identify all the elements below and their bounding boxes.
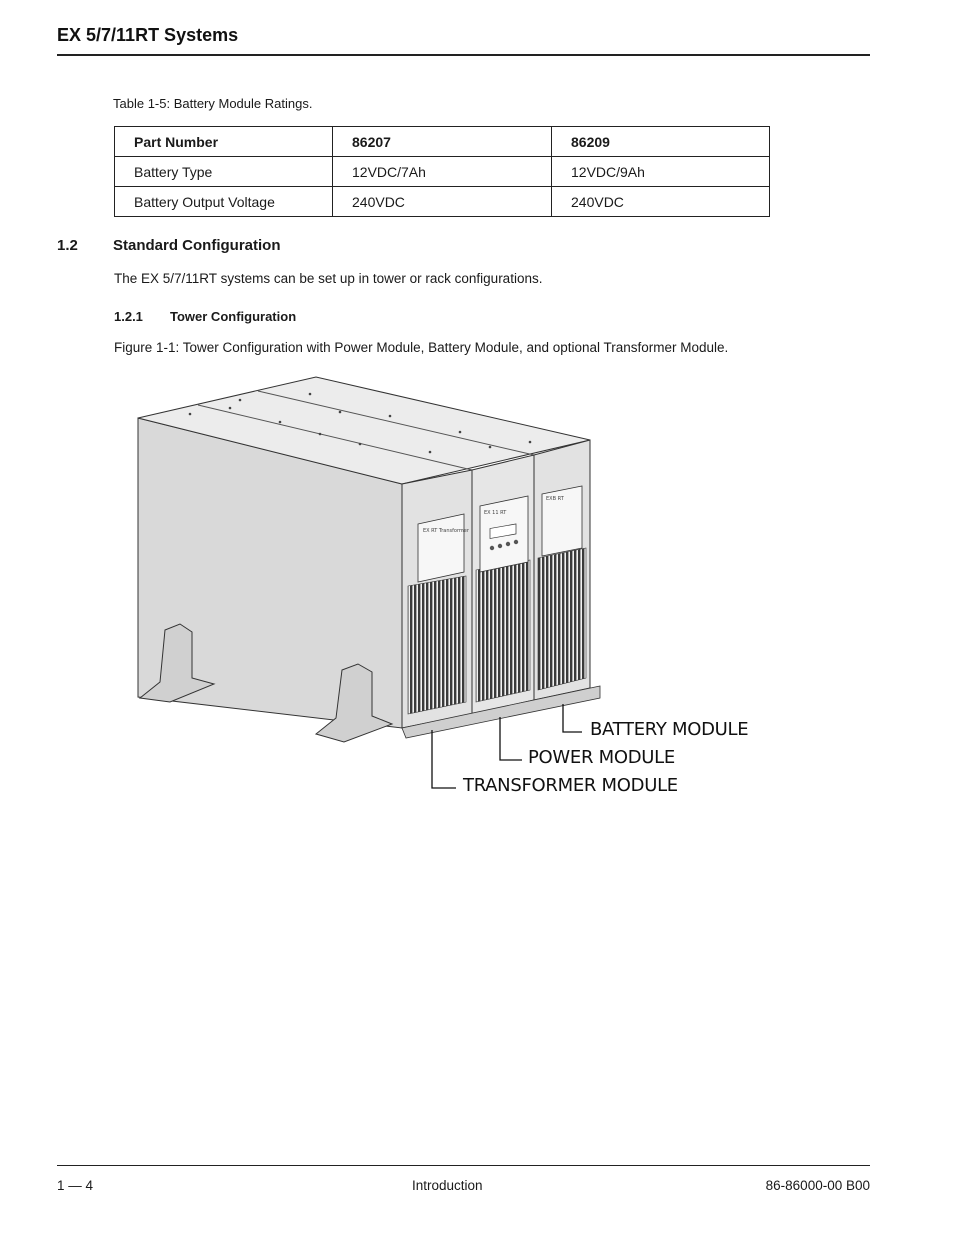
table-cell: Part Number (115, 127, 333, 157)
battery-panel-text: EXB RT (546, 496, 564, 502)
section-body-text: The EX 5/7/11RT systems can be set up in tower or rack configurations. (114, 271, 543, 286)
transformer-module-label: TRANSFORMER MODULE (463, 775, 678, 796)
chapter-name: Introduction (412, 1178, 483, 1193)
battery-ratings-table (114, 126, 770, 217)
section-title: Standard Configuration (113, 237, 281, 254)
table-caption: Table 1-5: Battery Module Ratings. (113, 96, 313, 111)
battery-module-label: BATTERY MODULE (590, 719, 749, 740)
table-cell: Battery Type (115, 157, 333, 187)
table-cell: 12VDC/9Ah (552, 157, 770, 187)
power-panel-text: EX 11 RT (484, 510, 507, 516)
table-cell: Battery Output Voltage (115, 187, 333, 217)
table-cell: 86207 (333, 127, 552, 157)
table-cell: 86209 (552, 127, 770, 157)
document-number: 86-86000-00 B00 (765, 1178, 870, 1193)
table-header-row (115, 127, 770, 157)
subsection-number: 1.2.1 (114, 309, 143, 324)
table-row (115, 187, 770, 217)
header-divider (57, 54, 870, 56)
battery-leader-line (563, 704, 582, 732)
footer-divider (57, 1165, 870, 1166)
table-cell: 240VDC (333, 187, 552, 217)
power-module-label: POWER MODULE (528, 747, 675, 768)
page-number: 1 — 4 (57, 1178, 94, 1193)
section-number: 1.2 (57, 237, 78, 254)
figure-caption: Figure 1-1: Tower Configuration with Power Module, Battery Module, and optional Transformer Module. (114, 340, 729, 355)
transformer-leader-line (432, 730, 456, 788)
table-row (115, 157, 770, 187)
table-cell: 12VDC/7Ah (333, 157, 552, 187)
transformer-panel-text: EX RT Transformer (423, 528, 469, 534)
table-cell: 240VDC (552, 187, 770, 217)
page-header-title: EX 5/7/11RT Systems (57, 25, 239, 45)
subsection-title: Tower Configuration (170, 309, 297, 324)
power-leader-line (500, 717, 522, 760)
